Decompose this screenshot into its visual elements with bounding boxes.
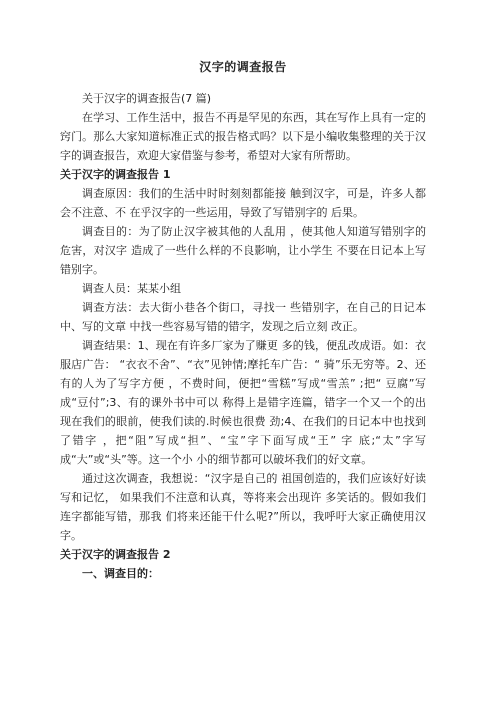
paragraph: 调查原因：我们的生活中时时刻刻都能接 触到汉字，可是，许多人都会不注意、不 在乎汉字的一些运用，导致了写错别字的 后果。 — [60, 187, 426, 219]
paragraph: 调查人员：某某小组 — [82, 282, 181, 295]
section-heading: 关于汉字的调查报告 2 — [60, 548, 171, 561]
paragraph: 调查方法：去大街小巷各个街口，寻找一 些错别字，在自己的日记本中、写的文章 中找一些容易写错的错字，发现之后立刻 改正。 — [60, 301, 426, 333]
paragraph: 调查结果：1、现在有许多厂家为了赚更 多的钱，便乱改成语。如：衣服店广告： “衣衣不舍”、“衣”见钟情;摩托车广告：“ 骑”乐无穷等。2、还有的人为了写字方便 ，不费时间，便把“雪糕”写成“雪羔” ;把“ 豆腐”写成“豆付”;3、有的课外书中可以 称得上是错字连篇，错字一个又一个的出 现在我们的眼前，使我们读的.时候也很费 劲;4、在我们的日记本中也找到了错字 ，把“阻”写成“担”、“宝”字下面写成“王” 字 底;“太”字写成“大”或“头”等。这一个小 小的细节都可以破坏我们的好文章。 — [60, 339, 426, 466]
document-title: 汉字的调查报告 — [199, 60, 287, 74]
section-heading: 一、调查目的： — [82, 567, 159, 580]
paragraph: 调查目的：为了防止汉字被其他的人乱用 ，使其他人知道写错别字的危害，对汉字 造成了一些什么样的不良影响，让小学生 不要在日记本上写错别字。 — [60, 225, 426, 276]
section-heading: 关于汉字的调查报告 1 — [60, 168, 171, 181]
paragraph: 在学习、工作生活中，报告不再是罕见的东西，其在写作上具有一定的窍门。那么大家知道标准正式的报告格式吗？以下是小编收集整理的关于汉字的调查报告，欢迎大家借鉴与参考，希望对大家有所帮助。 — [60, 111, 426, 162]
paragraph: 关于汉字的调查报告(7 篇) — [82, 92, 212, 105]
paragraph: 通过这次调查，我想说：“汉字是自己的 祖国创造的，我们应该好好读写和记忆， 如果我们不注意和认真，等将来会出现许 多笑话的。假如我们连字都能写错，那我 们将来还能干什么呢?”所以，我呼吁大家正确使用汉字。 — [60, 472, 426, 542]
document-body — [60, 89, 426, 583]
